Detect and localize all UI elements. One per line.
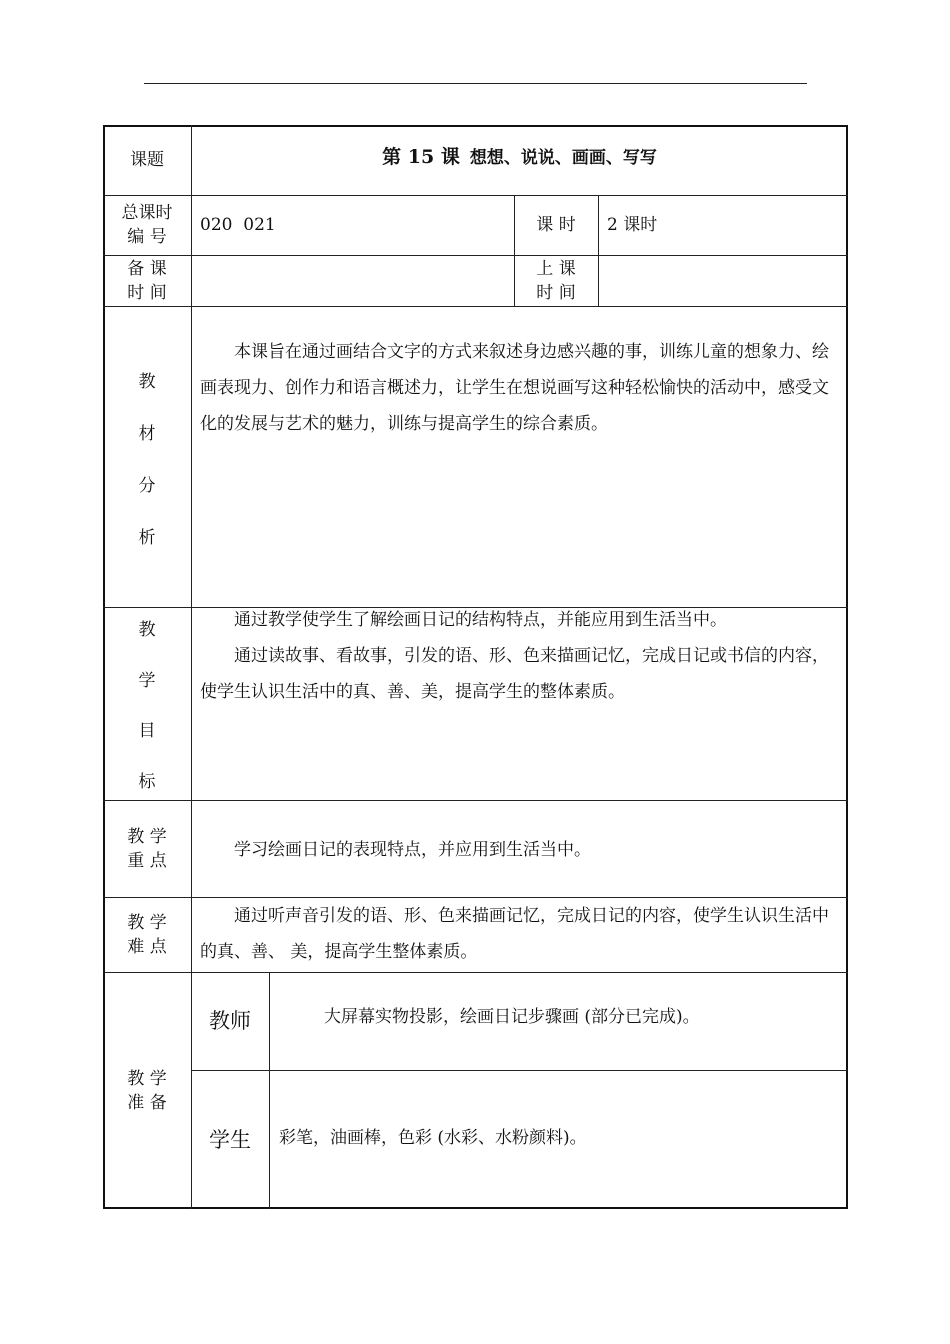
teacher-text: 大屏幕实物投影，绘画日记步骤画 (部分已完成)。 [324,1007,700,1027]
topic-label: 课题 [130,150,164,170]
prep-time-label: 备 课 时 间 [127,258,167,303]
difficulty-label: 教 学 难 点 [127,912,167,957]
code-label: 总课时 编 号 [121,203,173,247]
goal-item: 通过读故事、看故事，引发的语、形、色来描画记忆，完成日记或书信的内容，使学生认识生活中的真、善、美，提高学生的整体素质。 [200,646,829,702]
analysis-label: 教 材 分 析 [138,372,156,548]
student-text: 彩笔，油画棒，色彩 (水彩、水粉颜料)。 [279,1128,587,1148]
code-value: 020 021 [200,215,276,235]
key-label: 教 学 重 点 [127,826,167,871]
key-text: 学习绘画日记的表现特点，并应用到生活当中。 [234,840,591,860]
prep-label: 教 学 准 备 [127,1068,167,1113]
hours-value: 2 课时 [607,215,658,235]
lesson-subtitle: 想想、说说、画画、写写 [469,148,657,168]
row-divider [103,306,848,307]
row-divider [103,800,848,801]
column-divider [269,972,270,1209]
goals-text [200,602,840,710]
row-divider [191,1070,848,1071]
goal-item: 通过教学使学生了解绘画日记的结构特点，并能应用到生活当中。 [234,610,727,630]
row-divider [103,255,848,256]
page-title [191,125,848,195]
header-rule [144,83,807,84]
student-label: 学生 [209,1127,251,1152]
row-divider [103,195,848,196]
difficulty-text: 通过听声音引发的语、形、色来描画记忆，完成日记的内容，使学生认识生活中的真、善、 美，提高学生整体素质。 [200,906,829,962]
teacher-label: 教师 [209,1009,251,1033]
lesson-number: 第 15 课 [382,146,460,168]
column-divider [598,195,599,306]
hours-label: 课 时 [536,215,576,235]
goals-label: 教 学 目 标 [138,620,156,792]
class-time-label: 上 课 时 间 [536,258,576,303]
analysis-text: 本课旨在通过画结合文字的方式来叙述身边感兴趣的事，训练儿童的想象力、绘画表现力、创作力和语言概述力，让学生在想说画写这种轻松愉快的活动中，感受文化的发展与艺术的魅力，训练与提高学生的综合素质。 [200,342,829,434]
